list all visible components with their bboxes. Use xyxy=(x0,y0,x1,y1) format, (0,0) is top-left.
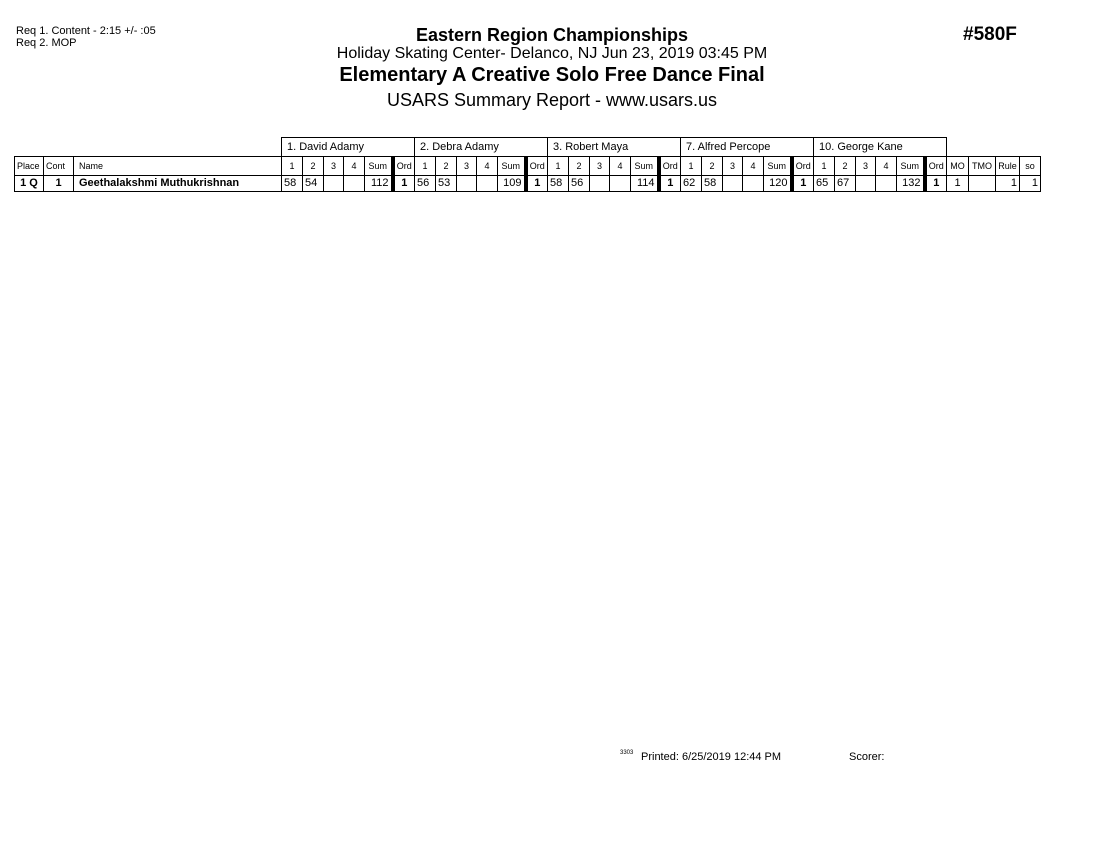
score-ordinal: 1 xyxy=(393,175,415,191)
requirement-1: Req 1. Content - 2:15 +/- :05 xyxy=(16,25,156,37)
col-header-2: 2 xyxy=(303,156,324,175)
place: 1 Q xyxy=(15,175,44,191)
score-2: 67 xyxy=(835,175,856,191)
score-3 xyxy=(457,175,477,191)
blank-cell xyxy=(947,138,1041,157)
col-header-ord: Ord xyxy=(526,156,548,175)
col-header-3: 3 xyxy=(856,156,876,175)
col-header-1: 1 xyxy=(681,156,702,175)
col-header-2: 2 xyxy=(569,156,590,175)
col-header-2: 2 xyxy=(702,156,723,175)
judge-name: 1. David Adamy xyxy=(282,138,415,157)
col-header-3: 3 xyxy=(324,156,344,175)
score-sum: 114 xyxy=(631,175,659,191)
col-header-2: 2 xyxy=(436,156,457,175)
col-header-tmo: TMO xyxy=(969,156,996,175)
score-2: 54 xyxy=(303,175,324,191)
result-so: 1 xyxy=(1020,175,1041,191)
score-1: 62 xyxy=(681,175,702,191)
summary-table xyxy=(14,137,1041,192)
col-header-1: 1 xyxy=(415,156,436,175)
score-sum: 112 xyxy=(365,175,393,191)
col-header-place: Place xyxy=(15,156,44,175)
score-2: 53 xyxy=(436,175,457,191)
report-title: USARS Summary Report - www.usars.us xyxy=(386,90,718,110)
judge-name: 2. Debra Adamy xyxy=(415,138,548,157)
col-header-ord: Ord xyxy=(792,156,814,175)
judge-name: 3. Robert Maya xyxy=(548,138,681,157)
column-header-row xyxy=(15,156,1041,175)
score-sum: 120 xyxy=(764,175,792,191)
score-1: 58 xyxy=(282,175,303,191)
col-header-rule: Rule xyxy=(996,156,1020,175)
col-header-4: 4 xyxy=(876,156,897,175)
col-header-4: 4 xyxy=(743,156,764,175)
judge-name: 7. Alfred Percope xyxy=(681,138,814,157)
score-4 xyxy=(743,175,764,191)
score-2: 58 xyxy=(702,175,723,191)
col-header-sum: Sum xyxy=(631,156,659,175)
score-ordinal: 1 xyxy=(659,175,681,191)
score-4 xyxy=(876,175,897,191)
col-header-mo: MO xyxy=(947,156,969,175)
score-1: 65 xyxy=(814,175,835,191)
score-ordinal: 1 xyxy=(925,175,947,191)
contestant-number: 1 xyxy=(44,175,74,191)
col-header-sum: Sum xyxy=(897,156,925,175)
table-row xyxy=(15,175,1041,191)
score-sum: 132 xyxy=(897,175,925,191)
scorer-label: Scorer: xyxy=(849,751,885,763)
skater-name: Geethalakshmi Muthukrishnan xyxy=(74,175,282,191)
col-header-3: 3 xyxy=(723,156,743,175)
col-header-name: Name xyxy=(74,156,282,175)
judge-header-row xyxy=(15,138,1041,157)
blank-cell xyxy=(15,138,282,157)
result-rule: 1 xyxy=(996,175,1020,191)
score-1: 58 xyxy=(548,175,569,191)
event-number: #580F xyxy=(963,24,1017,45)
judge-name: 10. George Kane xyxy=(814,138,947,157)
result-mo: 1 xyxy=(947,175,969,191)
col-header-sum: Sum xyxy=(498,156,526,175)
score-2: 56 xyxy=(569,175,590,191)
col-header-4: 4 xyxy=(344,156,365,175)
col-header-3: 3 xyxy=(590,156,610,175)
score-3 xyxy=(590,175,610,191)
col-header-1: 1 xyxy=(814,156,835,175)
col-header-1: 1 xyxy=(282,156,303,175)
venue-line: Holiday Skating Center- Delanco, NJ Jun 23, 2019 03:45 PM xyxy=(336,45,768,62)
col-header-2: 2 xyxy=(835,156,856,175)
score-sum: 109 xyxy=(498,175,526,191)
col-header-so: so xyxy=(1020,156,1041,175)
score-ordinal: 1 xyxy=(792,175,814,191)
score-ordinal: 1 xyxy=(526,175,548,191)
col-header-ord: Ord xyxy=(925,156,947,175)
score-4 xyxy=(610,175,631,191)
result-tmo xyxy=(969,175,996,191)
col-header-4: 4 xyxy=(610,156,631,175)
competition-title: Eastern Region Championships xyxy=(415,25,689,45)
col-header-4: 4 xyxy=(477,156,498,175)
col-header-ord: Ord xyxy=(659,156,681,175)
score-3 xyxy=(324,175,344,191)
col-header-3: 3 xyxy=(457,156,477,175)
col-header-1: 1 xyxy=(548,156,569,175)
event-title: Elementary A Creative Solo Free Dance Final xyxy=(339,64,765,86)
score-1: 56 xyxy=(415,175,436,191)
requirement-2: Req 2. MOP xyxy=(16,37,77,49)
score-4 xyxy=(344,175,365,191)
col-header-sum: Sum xyxy=(764,156,792,175)
printed-date: Printed: 6/25/2019 12:44 PM xyxy=(641,751,782,763)
score-3 xyxy=(723,175,743,191)
score-4 xyxy=(477,175,498,191)
score-3 xyxy=(856,175,876,191)
col-header-sum: Sum xyxy=(365,156,393,175)
col-header-ord: Ord xyxy=(393,156,415,175)
footer-code: 3303 xyxy=(620,750,634,756)
col-header-cont: Cont xyxy=(44,156,74,175)
